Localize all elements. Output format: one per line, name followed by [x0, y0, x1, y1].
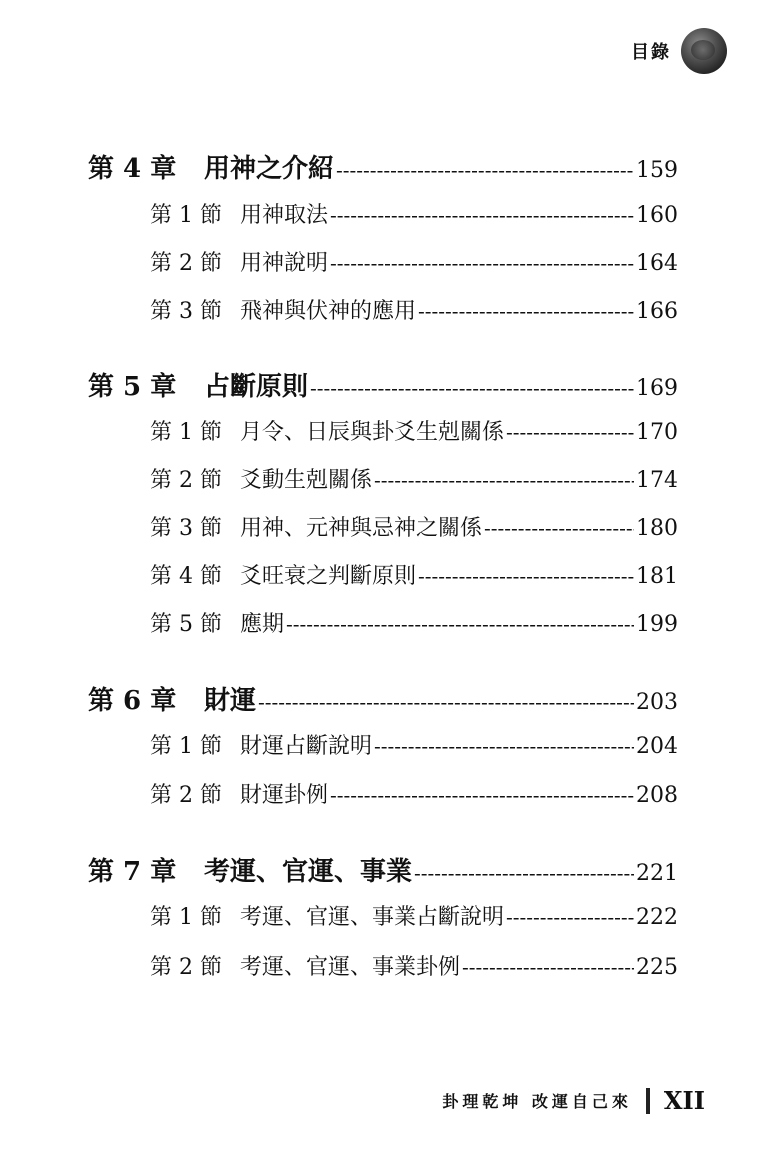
toc-section-row[interactable] — [150, 246, 678, 277]
section-number: 第 2 節 — [150, 251, 222, 276]
chapter-number: 第 6 章 — [88, 686, 177, 716]
toc-section-row[interactable] — [150, 607, 678, 638]
page-number: 204 — [636, 734, 678, 759]
page-number: 170 — [636, 420, 678, 445]
gourd-emblem-icon — [681, 28, 727, 74]
toc-section-row[interactable] — [150, 415, 678, 446]
page-number: 169 — [636, 376, 678, 401]
toc-section-row[interactable] — [150, 198, 678, 229]
section-title: 財運占斷說明 — [240, 734, 373, 759]
page-number: 199 — [636, 612, 678, 637]
dot-leader — [506, 905, 634, 929]
dot-leader — [310, 376, 634, 400]
footer-divider — [646, 1088, 650, 1114]
dot-leader — [374, 734, 634, 758]
section-number: 第 2 節 — [150, 468, 222, 493]
dot-leader — [462, 955, 634, 979]
footer-page-number: XII — [663, 1086, 705, 1115]
section-title: 用神說明 — [240, 251, 329, 276]
page-number: 160 — [636, 203, 678, 228]
section-number: 第 4 節 — [150, 564, 222, 589]
toc-section-row[interactable] — [150, 511, 678, 542]
page-number: 166 — [636, 299, 678, 324]
toc-section-row[interactable] — [150, 294, 678, 325]
section-title: 用神、元神與忌神之關係 — [240, 516, 483, 541]
section-number: 第 1 節 — [150, 734, 222, 759]
section-title: 爻旺衰之判斷原則 — [240, 564, 417, 589]
section-number: 第 1 節 — [150, 905, 222, 930]
toc-section-row[interactable] — [150, 729, 678, 760]
dot-leader — [418, 564, 634, 588]
section-number: 第 3 節 — [150, 516, 222, 541]
page-header — [631, 28, 727, 74]
chapter-title: 考運、官運、事業 — [204, 857, 413, 887]
dot-leader — [336, 158, 634, 182]
section-number: 第 5 節 — [150, 612, 222, 637]
dot-leader — [330, 203, 634, 227]
section-title: 考運、官運、事業卦例 — [240, 955, 461, 980]
section-number: 第 3 節 — [150, 299, 222, 324]
page-number: 181 — [636, 564, 678, 589]
toc-section-row[interactable] — [150, 900, 678, 931]
page-number: 174 — [636, 468, 678, 493]
dot-leader — [506, 420, 634, 444]
page-footer — [442, 1086, 705, 1115]
dot-leader — [330, 251, 634, 275]
toc-chapter-row[interactable] — [88, 851, 678, 888]
header-title: 目錄 — [631, 42, 671, 63]
page-number: 221 — [636, 861, 678, 886]
toc-section-row[interactable] — [150, 778, 678, 809]
page-number: 222 — [636, 905, 678, 930]
chapter-title: 用神之介紹 — [204, 154, 335, 184]
dot-leader — [374, 468, 634, 492]
dot-leader — [286, 612, 634, 636]
chapter-number: 第 7 章 — [88, 857, 177, 887]
page-number: 180 — [636, 516, 678, 541]
section-title: 飛神與伏神的應用 — [240, 299, 417, 324]
section-number: 第 1 節 — [150, 420, 222, 445]
page-number: 159 — [636, 158, 678, 183]
chapter-number: 第 4 章 — [88, 154, 177, 184]
dot-leader — [418, 299, 634, 323]
section-title: 用神取法 — [240, 203, 329, 228]
toc-section-row[interactable] — [150, 463, 678, 494]
toc-chapter-row[interactable] — [88, 366, 678, 403]
page-number: 208 — [636, 783, 678, 808]
toc-chapter-row[interactable] — [88, 148, 678, 185]
section-title: 考運、官運、事業占斷說明 — [240, 905, 505, 930]
toc-section-row[interactable] — [150, 559, 678, 590]
page-number: 164 — [636, 251, 678, 276]
dot-leader — [258, 690, 634, 714]
section-title: 財運卦例 — [240, 783, 329, 808]
chapter-number: 第 5 章 — [88, 372, 177, 402]
dot-leader — [330, 783, 634, 807]
footer-book-title: 卦理乾坤 改運自己來 — [442, 1092, 632, 1111]
section-number: 第 2 節 — [150, 955, 222, 980]
chapter-title: 占斷原則 — [204, 372, 309, 402]
section-number: 第 2 節 — [150, 783, 222, 808]
dot-leader — [484, 516, 634, 540]
page-number: 203 — [636, 690, 678, 715]
toc-section-row[interactable] — [150, 950, 678, 981]
page-number: 225 — [636, 955, 678, 980]
toc-chapter-row[interactable] — [88, 680, 678, 717]
chapter-title: 財運 — [204, 686, 257, 716]
section-title: 應期 — [240, 612, 285, 637]
section-title: 爻動生剋關係 — [240, 468, 373, 493]
section-number: 第 1 節 — [150, 203, 222, 228]
section-title: 月令、日辰與卦爻生剋關係 — [240, 420, 505, 445]
dot-leader — [414, 861, 634, 885]
